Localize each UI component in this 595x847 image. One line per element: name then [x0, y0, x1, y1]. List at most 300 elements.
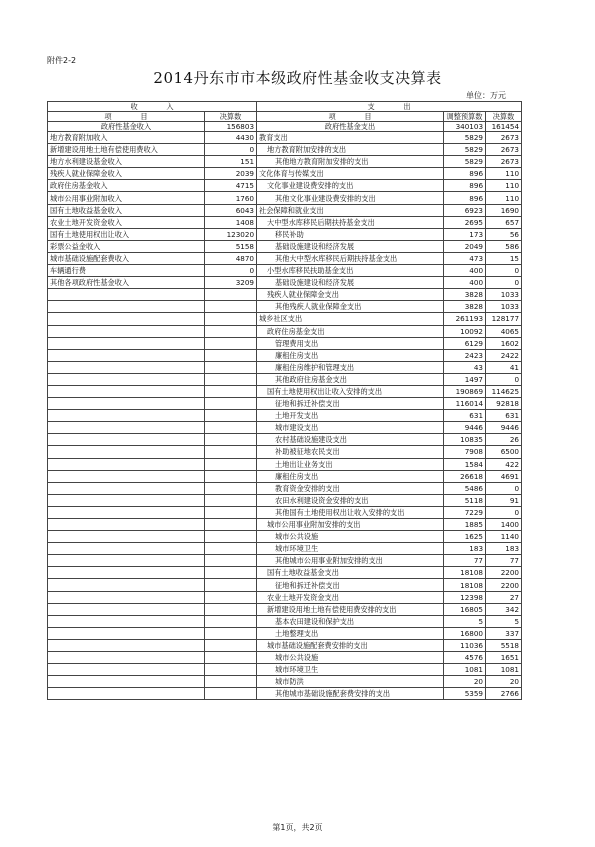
expense-item-value: 1651: [486, 652, 522, 664]
income-empty-cell: [48, 373, 205, 385]
expense-item-value: 9446: [486, 422, 522, 434]
table-row: [48, 398, 522, 410]
income-item-value: 151: [205, 156, 257, 168]
expense-item-value: 1602: [486, 337, 522, 349]
income-item-name: 城市公用事业附加收入: [48, 192, 205, 204]
table-row: [48, 627, 522, 639]
expense-item-budget: 400: [444, 265, 486, 277]
expense-item-value: 2200: [486, 579, 522, 591]
income-item-name: 地方教育附加收入: [48, 132, 205, 144]
expense-item-budget: 5486: [444, 482, 486, 494]
income-empty-cell: [48, 506, 205, 518]
table-row: [48, 567, 522, 579]
expense-item-budget: 7229: [444, 506, 486, 518]
expense-item-name: 农业土地开发资金支出: [257, 591, 444, 603]
expense-item-name: 教育支出: [257, 132, 444, 144]
table-row: [48, 228, 522, 240]
table-row: [48, 639, 522, 651]
expense-item-budget: 1497: [444, 373, 486, 385]
expense-item-name: 大中型水库移民后期扶持基金支出: [257, 216, 444, 228]
income-empty-cell: [48, 337, 205, 349]
expense-item-name: 城市环境卫生: [257, 664, 444, 676]
table-row: [48, 482, 522, 494]
expense-item-value: 0: [486, 265, 522, 277]
table-row: [48, 494, 522, 506]
table-row: [48, 555, 522, 567]
expense-item-budget: 190869: [444, 385, 486, 397]
income-item-name: 政府住房基金收入: [48, 180, 205, 192]
expense-item-budget: 400: [444, 277, 486, 289]
expense-item-value: 56: [486, 228, 522, 240]
income-empty-cell: [48, 555, 205, 567]
table-row: [48, 180, 522, 192]
table-row: [48, 216, 522, 228]
expense-item-budget: 2695: [444, 216, 486, 228]
expense-item-value: 1690: [486, 204, 522, 216]
expense-item-value: 110: [486, 168, 522, 180]
expense-item-value: 586: [486, 240, 522, 252]
income-empty-cell: [48, 289, 205, 301]
table-row: [48, 277, 522, 289]
table-row: [48, 531, 522, 543]
income-empty-cell: [205, 531, 257, 543]
expense-item-name: 城市公用事业附加安排的支出: [257, 519, 444, 531]
income-empty-cell: [205, 373, 257, 385]
expense-section-header: 支 出: [257, 102, 522, 112]
table-row: [48, 458, 522, 470]
income-empty-cell: [205, 615, 257, 627]
expense-item-value: 92818: [486, 398, 522, 410]
expense-item-name: 国有土地收益基金支出: [257, 567, 444, 579]
expense-item-budget: 6923: [444, 204, 486, 216]
expense-item-value: 422: [486, 458, 522, 470]
expense-item-value: 0: [486, 277, 522, 289]
expense-item-name: 其他国有土地使用权出让收入安排的支出: [257, 506, 444, 518]
expense-item-name: 其他城市公用事业附加安排的支出: [257, 555, 444, 567]
table-row: [48, 579, 522, 591]
income-empty-cell: [48, 458, 205, 470]
expense-item-name: 土地开发支出: [257, 410, 444, 422]
income-item-name: 地方水利建设基金收入: [48, 156, 205, 168]
expense-item-value: 77: [486, 555, 522, 567]
expense-item-value: 657: [486, 216, 522, 228]
attachment-label: 附件2-2: [47, 56, 77, 65]
income-empty-cell: [48, 652, 205, 664]
table-row: [48, 591, 522, 603]
expense-item-budget: 10835: [444, 434, 486, 446]
section-header-row: [48, 102, 522, 112]
income-empty-cell: [48, 349, 205, 361]
income-item-value: 3209: [205, 277, 257, 289]
income-empty-cell: [48, 603, 205, 615]
expense-item-value: 27: [486, 591, 522, 603]
expense-item-budget: 183: [444, 543, 486, 555]
expense-item-value: 342: [486, 603, 522, 615]
table-row: [48, 337, 522, 349]
expense-item-name: 农田水利建设资金安排的支出: [257, 494, 444, 506]
income-empty-cell: [205, 446, 257, 458]
income-empty-cell: [205, 458, 257, 470]
income-final-header: 决算数: [205, 112, 257, 122]
expense-item-value: 1033: [486, 289, 522, 301]
expense-item-budget: 18108: [444, 579, 486, 591]
income-empty-cell: [48, 639, 205, 651]
income-item-value: 0: [205, 144, 257, 156]
income-item-value: 4870: [205, 252, 257, 264]
income-empty-cell: [205, 603, 257, 615]
column-header-row: [48, 112, 522, 122]
income-item-header: 项 目: [48, 112, 205, 122]
income-item-value: 4715: [205, 180, 257, 192]
table-row: [48, 240, 522, 252]
income-empty-cell: [205, 652, 257, 664]
income-empty-cell: [205, 410, 257, 422]
income-empty-cell: [205, 325, 257, 337]
expense-item-budget: 16800: [444, 627, 486, 639]
table-row: [48, 470, 522, 482]
expense-item-budget: 5829: [444, 144, 486, 156]
income-empty-cell: [48, 325, 205, 337]
expense-item-name: 土地整理支出: [257, 627, 444, 639]
expense-item-budget: 2423: [444, 349, 486, 361]
expense-item-name: 新增建设用地土地有偿使用费安排的支出: [257, 603, 444, 615]
table-row: [48, 132, 522, 144]
expense-item-name: 廉租住房支出: [257, 470, 444, 482]
expense-item-value: 2673: [486, 132, 522, 144]
income-item-name: 国有土地使用权出让收入: [48, 228, 205, 240]
income-empty-cell: [48, 531, 205, 543]
income-empty-cell: [205, 664, 257, 676]
income-empty-cell: [205, 519, 257, 531]
income-empty-cell: [205, 506, 257, 518]
income-empty-cell: [205, 349, 257, 361]
income-empty-cell: [48, 446, 205, 458]
income-empty-cell: [205, 676, 257, 688]
expense-item-value: 6500: [486, 446, 522, 458]
income-empty-cell: [205, 385, 257, 397]
table-row: [48, 204, 522, 216]
expense-item-value: 2200: [486, 567, 522, 579]
expense-item-name: 其他大中型水库移民后期扶持基金支出: [257, 252, 444, 264]
table-row: [48, 373, 522, 385]
unit-label: 单位：万元: [466, 91, 506, 100]
income-item-value: 123020: [205, 228, 257, 240]
expense-item-name: 文化体育与传媒支出: [257, 168, 444, 180]
expense-item-value: 1140: [486, 531, 522, 543]
expense-item-value: 2766: [486, 688, 522, 700]
income-empty-cell: [48, 627, 205, 639]
expense-item-value: 337: [486, 627, 522, 639]
income-empty-cell: [48, 482, 205, 494]
income-empty-cell: [205, 555, 257, 567]
expense-item-name: 补助被征地农民支出: [257, 446, 444, 458]
income-empty-cell: [48, 664, 205, 676]
expense-item-budget: 26618: [444, 470, 486, 482]
expense-item-name: 小型水库移民扶助基金支出: [257, 265, 444, 277]
expense-item-name: 农村基础设施建设支出: [257, 434, 444, 446]
income-item-name: 国有土地收益基金收入: [48, 204, 205, 216]
income-empty-cell: [205, 301, 257, 313]
expense-item-value: 20: [486, 676, 522, 688]
income-empty-cell: [205, 543, 257, 555]
table-row: [48, 434, 522, 446]
expense-item-name: 其他城市基础设施配套费安排的支出: [257, 688, 444, 700]
income-empty-cell: [48, 301, 205, 313]
expense-item-value: 15: [486, 252, 522, 264]
expense-item-value: 91: [486, 494, 522, 506]
table-row: [48, 410, 522, 422]
expense-item-value: 4691: [486, 470, 522, 482]
expense-item-value: 1081: [486, 664, 522, 676]
expense-item-value: 0: [486, 506, 522, 518]
income-empty-cell: [48, 543, 205, 555]
expense-item-name: 其他地方教育附加安排的支出: [257, 156, 444, 168]
expense-item-budget: 5359: [444, 688, 486, 700]
expense-item-budget: 261193: [444, 313, 486, 325]
income-item-value: 0: [205, 265, 257, 277]
expense-final-header: 决算数: [486, 112, 522, 122]
table-row: [48, 385, 522, 397]
income-empty-cell: [205, 313, 257, 325]
table-row: [48, 676, 522, 688]
table-row: [48, 615, 522, 627]
expense-item-budget: 896: [444, 168, 486, 180]
income-total-label: 政府性基金收入: [48, 122, 205, 132]
expense-item-budget: 2049: [444, 240, 486, 252]
expense-item-budget: 77: [444, 555, 486, 567]
expense-item-name: 廉租住房支出: [257, 349, 444, 361]
income-empty-cell: [48, 591, 205, 603]
expense-item-name: 其他文化事业建设费安排的支出: [257, 192, 444, 204]
table-row: [48, 422, 522, 434]
expense-item-value: 4065: [486, 325, 522, 337]
income-empty-cell: [205, 422, 257, 434]
income-empty-cell: [48, 494, 205, 506]
page-footer: 第1页，共2页: [272, 823, 323, 832]
income-item-value: 1408: [205, 216, 257, 228]
expense-item-name: 基础设施建设和经济发展: [257, 277, 444, 289]
table-row: [48, 301, 522, 313]
table-row: [48, 168, 522, 180]
totals-row: [48, 122, 522, 132]
income-empty-cell: [48, 676, 205, 688]
expense-item-budget: 3828: [444, 301, 486, 313]
income-item-value: 2039: [205, 168, 257, 180]
expense-item-name: 社会保障和就业支出: [257, 204, 444, 216]
expense-item-name: 残疾人就业保障金支出: [257, 289, 444, 301]
income-item-value: 4430: [205, 132, 257, 144]
expense-budget-header: 调整预算数: [444, 112, 486, 122]
income-empty-cell: [205, 567, 257, 579]
expense-item-value: 2673: [486, 144, 522, 156]
income-empty-cell: [48, 519, 205, 531]
table-row: [48, 506, 522, 518]
expense-item-budget: 5829: [444, 132, 486, 144]
expense-item-budget: 43: [444, 361, 486, 373]
table-row: [48, 446, 522, 458]
income-item-name: 新增建设用地土地有偿使用费收入: [48, 144, 205, 156]
income-empty-cell: [48, 422, 205, 434]
income-item-value: 6043: [205, 204, 257, 216]
expense-item-value: 0: [486, 373, 522, 385]
expense-item-budget: 896: [444, 180, 486, 192]
table-row: [48, 289, 522, 301]
expense-item-budget: 10092: [444, 325, 486, 337]
expense-item-budget: 11036: [444, 639, 486, 651]
income-item-value: 1760: [205, 192, 257, 204]
expense-item-value: 110: [486, 192, 522, 204]
income-empty-cell: [48, 385, 205, 397]
income-empty-cell: [205, 639, 257, 651]
income-empty-cell: [48, 398, 205, 410]
income-empty-cell: [205, 470, 257, 482]
expense-item-value: 26: [486, 434, 522, 446]
expense-item-budget: 18108: [444, 567, 486, 579]
expense-item-name: 城市建设支出: [257, 422, 444, 434]
table-row: [48, 519, 522, 531]
expense-item-name: 政府住房基金支出: [257, 325, 444, 337]
expense-item-budget: 16805: [444, 603, 486, 615]
expense-item-name: 基本农田建设和保护支出: [257, 615, 444, 627]
expense-item-budget: 473: [444, 252, 486, 264]
income-empty-cell: [48, 313, 205, 325]
income-empty-cell: [205, 398, 257, 410]
expense-item-budget: 1584: [444, 458, 486, 470]
expense-item-budget: 116014: [444, 398, 486, 410]
table-row: [48, 664, 522, 676]
income-item-name: 车辆通行费: [48, 265, 205, 277]
income-item-name: 城市基础设施配套费收入: [48, 252, 205, 264]
expense-item-name: 其他政府住房基金支出: [257, 373, 444, 385]
income-empty-cell: [205, 591, 257, 603]
expense-item-budget: 1081: [444, 664, 486, 676]
table-row: [48, 192, 522, 204]
expense-item-budget: 631: [444, 410, 486, 422]
expense-item-budget: 12398: [444, 591, 486, 603]
income-empty-cell: [205, 434, 257, 446]
expense-item-budget: 7908: [444, 446, 486, 458]
table-row: [48, 652, 522, 664]
expense-item-value: 2422: [486, 349, 522, 361]
income-empty-cell: [48, 470, 205, 482]
expense-item-name: 土地出让业务支出: [257, 458, 444, 470]
income-section-header: 收 入: [48, 102, 257, 112]
table-row: [48, 603, 522, 615]
expense-item-name: 教育资金安排的支出: [257, 482, 444, 494]
expense-item-budget: 896: [444, 192, 486, 204]
table-row: [48, 156, 522, 168]
page-title: 2014丹东市市本级政府性基金收支决算表: [153, 69, 442, 87]
expense-item-value: 631: [486, 410, 522, 422]
expense-item-name: 征地和拆迁补偿支出: [257, 579, 444, 591]
expense-item-name: 城市防洪: [257, 676, 444, 688]
income-item-name: 农业土地开发资金收入: [48, 216, 205, 228]
income-item-value: 5158: [205, 240, 257, 252]
expense-item-budget: 5: [444, 615, 486, 627]
expense-item-name: 文化事业建设费安排的支出: [257, 180, 444, 192]
income-empty-cell: [48, 361, 205, 373]
expense-item-value: 128177: [486, 313, 522, 325]
table-row: [48, 265, 522, 277]
income-item-name: 残疾人就业保障金收入: [48, 168, 205, 180]
expense-item-name: 地方教育附加安排的支出: [257, 144, 444, 156]
expense-item-value: 2673: [486, 156, 522, 168]
income-empty-cell: [48, 410, 205, 422]
expense-item-value: 5: [486, 615, 522, 627]
expense-total-budget: 340103: [444, 122, 486, 132]
expense-total-value: 161454: [486, 122, 522, 132]
income-empty-cell: [205, 494, 257, 506]
expense-item-name: 城乡社区支出: [257, 313, 444, 325]
expense-item-name: 管理费用支出: [257, 337, 444, 349]
expense-item-name: 城市基础设施配套费安排的支出: [257, 639, 444, 651]
expense-item-budget: 1885: [444, 519, 486, 531]
income-total-value: 156803: [205, 122, 257, 132]
expense-item-name: 其他残疾人就业保障金支出: [257, 301, 444, 313]
expense-item-value: 41: [486, 361, 522, 373]
income-empty-cell: [48, 579, 205, 591]
income-empty-cell: [48, 615, 205, 627]
expense-item-value: 110: [486, 180, 522, 192]
expense-item-budget: 1625: [444, 531, 486, 543]
expense-item-budget: 5829: [444, 156, 486, 168]
income-empty-cell: [48, 567, 205, 579]
table-row: [48, 325, 522, 337]
expense-item-name: 廉租住房维护和管理支出: [257, 361, 444, 373]
expense-item-budget: 9446: [444, 422, 486, 434]
income-item-name: 其他各项政府性基金收入: [48, 277, 205, 289]
expense-total-label: 政府性基金支出: [257, 122, 444, 132]
income-empty-cell: [205, 361, 257, 373]
budget-table: [47, 101, 522, 700]
table-row: [48, 543, 522, 555]
expense-item-value: 1400: [486, 519, 522, 531]
expense-item-name: 移民补助: [257, 228, 444, 240]
expense-item-value: 5518: [486, 639, 522, 651]
expense-item-budget: 4576: [444, 652, 486, 664]
income-empty-cell: [205, 337, 257, 349]
expense-item-value: 1033: [486, 301, 522, 313]
income-item-name: 彩票公益金收入: [48, 240, 205, 252]
expense-item-value: 114625: [486, 385, 522, 397]
expense-item-name: 国有土地使用权出让收入安排的支出: [257, 385, 444, 397]
income-empty-cell: [205, 289, 257, 301]
expense-item-name: 城市公共设施: [257, 652, 444, 664]
expense-item-name: 基础设施建设和经济发展: [257, 240, 444, 252]
income-empty-cell: [48, 434, 205, 446]
income-empty-cell: [205, 482, 257, 494]
table-row: [48, 349, 522, 361]
expense-item-budget: 20: [444, 676, 486, 688]
expense-item-name: 城市公共设施: [257, 531, 444, 543]
table-row: [48, 313, 522, 325]
table-row: [48, 144, 522, 156]
expense-item-budget: 173: [444, 228, 486, 240]
income-empty-cell: [205, 627, 257, 639]
table-row: [48, 252, 522, 264]
expense-item-budget: 6129: [444, 337, 486, 349]
expense-item-budget: 5118: [444, 494, 486, 506]
expense-item-name: 征地和拆迁补偿支出: [257, 398, 444, 410]
income-empty-cell: [205, 579, 257, 591]
table-row: [48, 688, 522, 700]
expense-item-value: 0: [486, 482, 522, 494]
expense-item-value: 183: [486, 543, 522, 555]
table-row: [48, 361, 522, 373]
expense-item-name: 城市环境卫生: [257, 543, 444, 555]
income-empty-cell: [205, 688, 257, 700]
expense-item-header: 项 目: [257, 112, 444, 122]
